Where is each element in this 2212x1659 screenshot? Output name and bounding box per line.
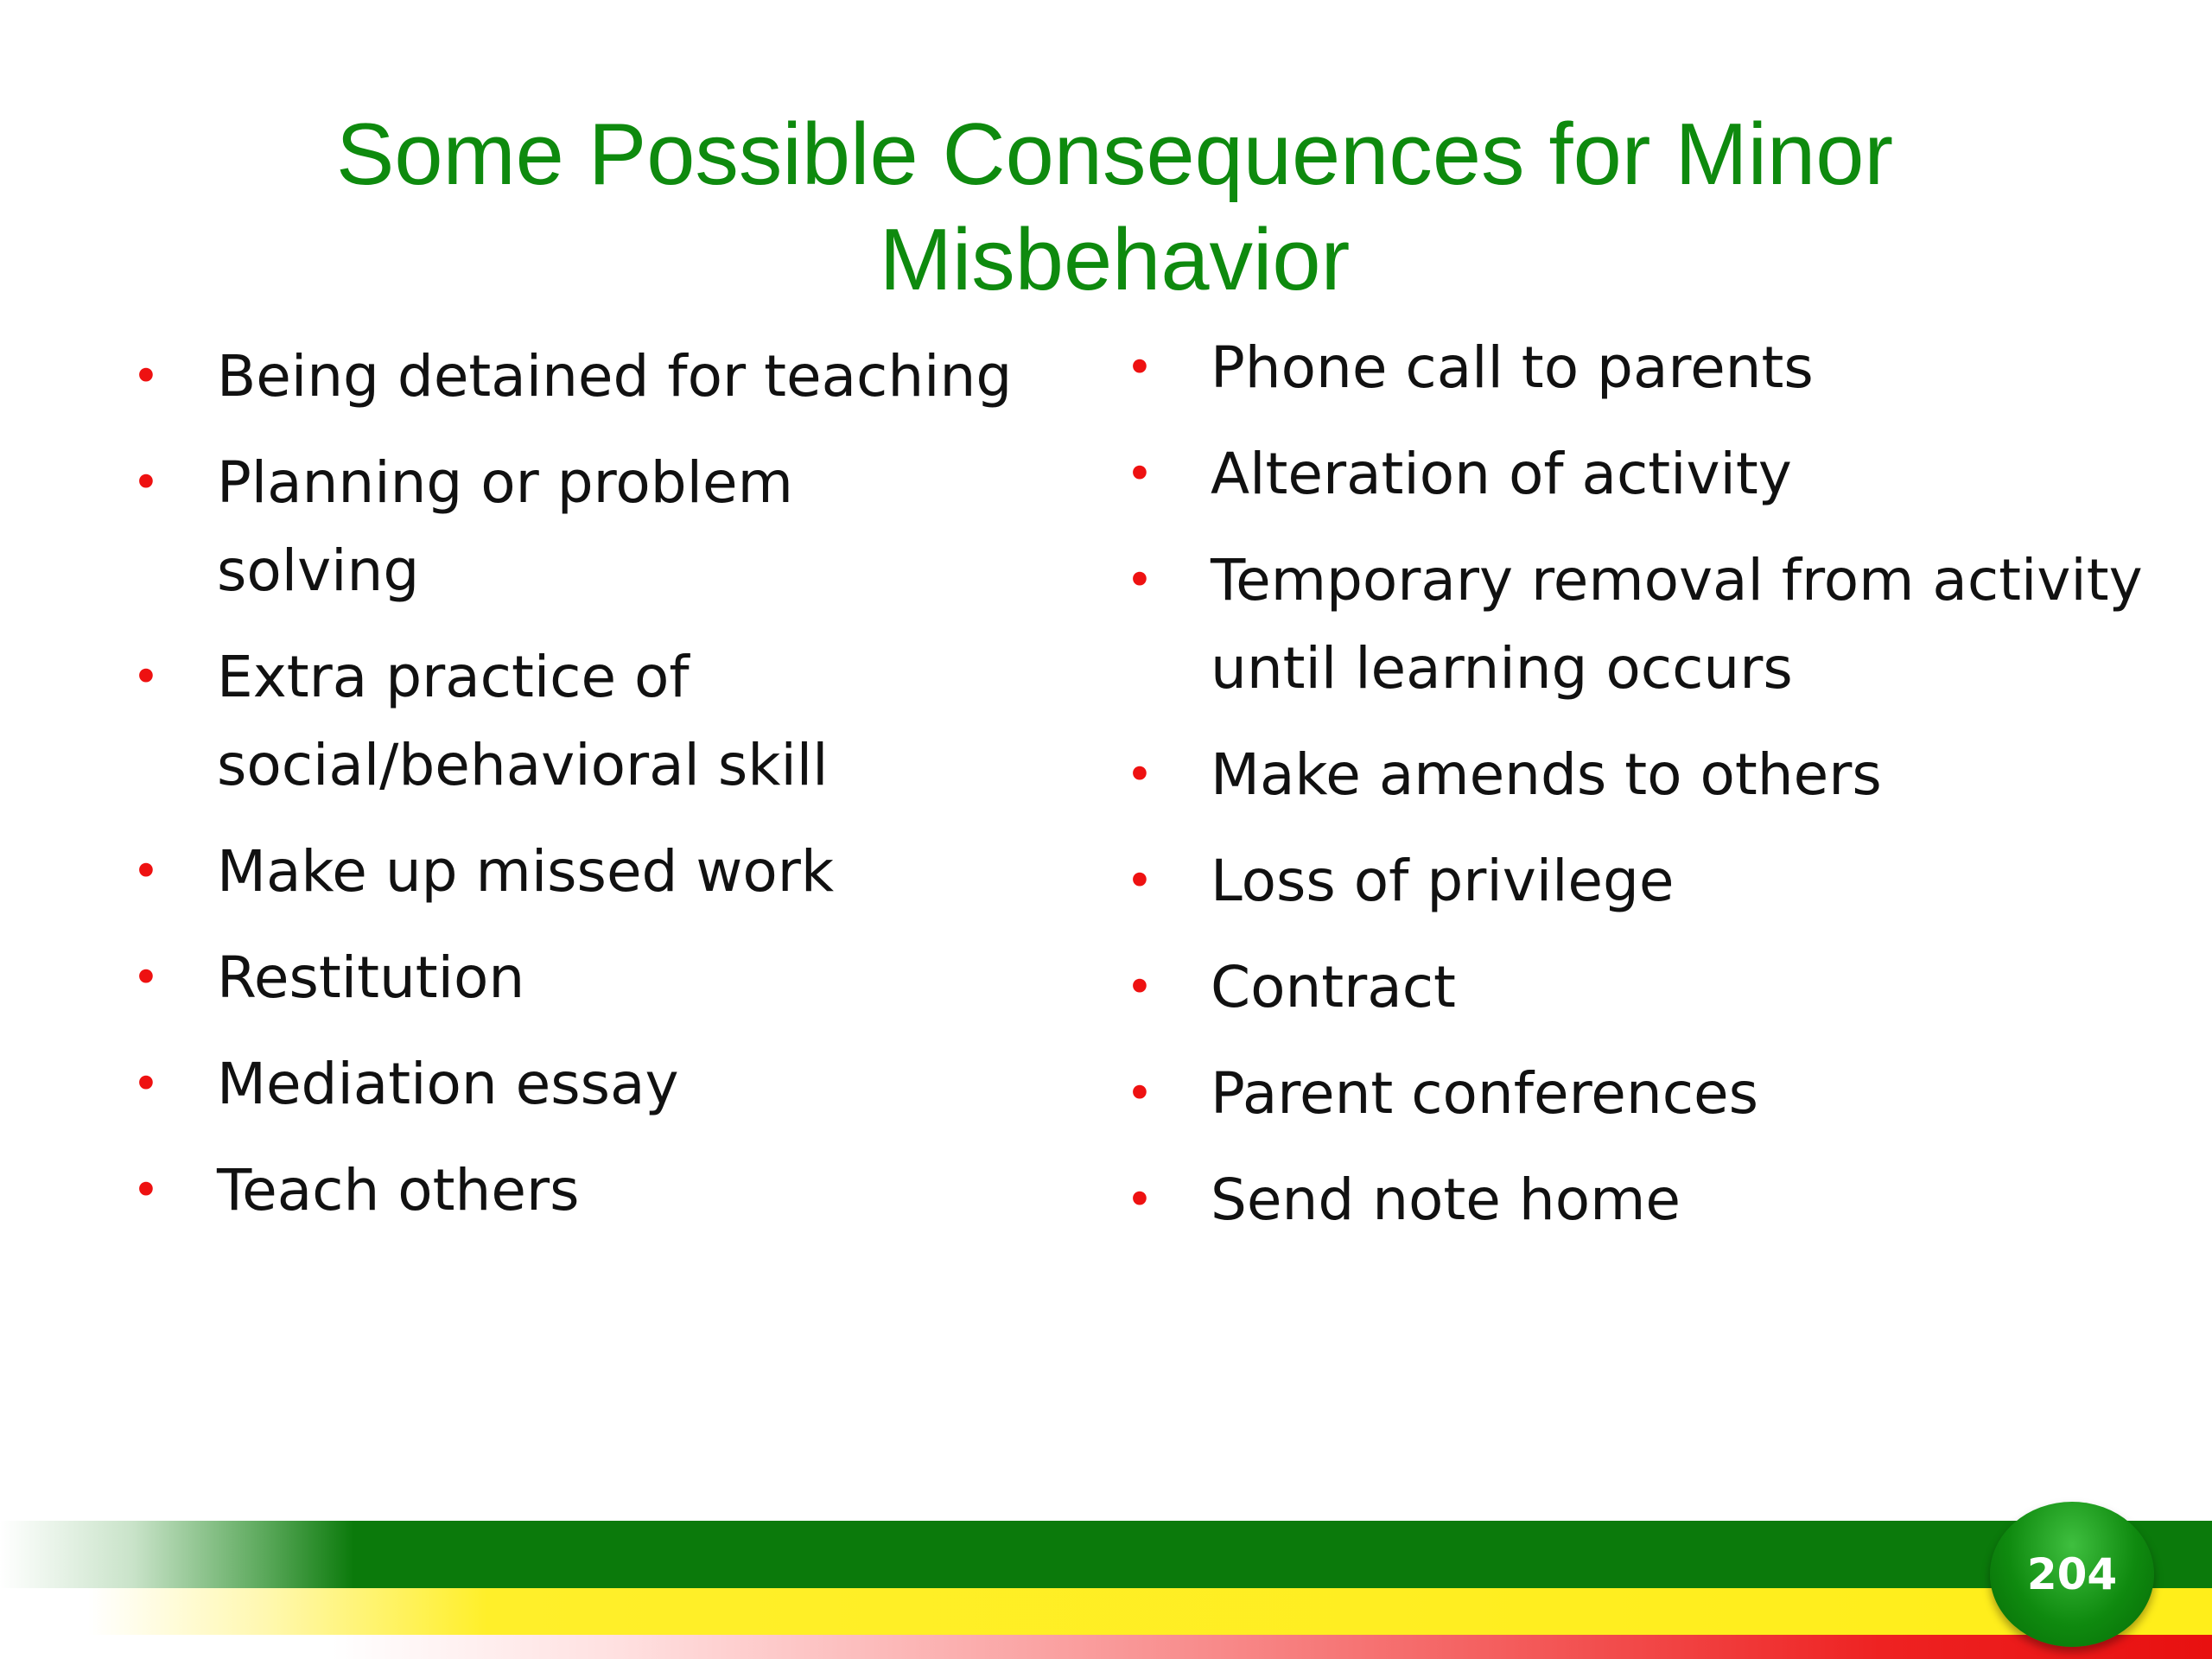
bullet-icon: • (1126, 553, 1154, 607)
list-item (130, 934, 1089, 1022)
page-number-badge (1990, 1502, 2154, 1647)
bullet-icon: • (132, 950, 160, 1005)
list-item-text: Contract (1211, 954, 1456, 1020)
bullet-icon: • (132, 455, 160, 510)
list-item-text: Temporary removal from activity until learning occurs (1211, 547, 2143, 702)
bullet-icon: • (132, 349, 160, 404)
list-item-text: Send note home (1211, 1166, 1681, 1233)
list-item-text: Planning or problem solving (217, 449, 793, 604)
bullet-icon: • (1126, 854, 1154, 908)
slide-title-line-1: Some Possible Consequences for Minor (335, 106, 1894, 203)
slide-title (156, 102, 2074, 313)
list-item-text: Mediation essay (217, 1051, 679, 1117)
list-item (1123, 731, 2160, 819)
list-item-text: Alteration of activity (1211, 441, 1792, 507)
bullet-icon: • (1126, 447, 1154, 501)
left-bullet-list (130, 333, 1089, 1253)
bullet-icon: • (132, 844, 160, 899)
list-item-text: Make up missed work (217, 838, 835, 905)
bullet-icon: • (132, 1163, 160, 1217)
bullet-icon: • (1126, 1173, 1154, 1227)
list-item-text: Teach others (217, 1157, 580, 1224)
footer-yellow-band (0, 1588, 2212, 1635)
list-item-text: Restitution (217, 944, 525, 1011)
list-item (1123, 324, 2160, 412)
footer-red-band (0, 1635, 2212, 1659)
list-item (1123, 1156, 2160, 1244)
bullet-icon: • (1126, 747, 1154, 802)
slide-title-line-2: Misbehavior (879, 212, 1351, 308)
list-item (130, 1040, 1089, 1128)
bullet-icon: • (1126, 1066, 1154, 1121)
list-item-text: Extra practice of social/behavioral skill (217, 644, 829, 798)
footer-green-band (0, 1521, 2212, 1588)
list-item (130, 828, 1089, 916)
list-item (130, 1147, 1089, 1235)
list-item (1123, 537, 2178, 713)
list-item-text: Make amends to others (1211, 741, 1882, 808)
bullet-icon: • (1126, 340, 1154, 395)
bullet-icon: • (132, 1057, 160, 1111)
list-item-text: Parent conferences (1211, 1060, 1758, 1127)
bullet-icon: • (132, 650, 160, 704)
page-number: 204 (2026, 1549, 2118, 1599)
list-item (1123, 430, 2160, 518)
list-item (130, 439, 822, 615)
list-item (1123, 1050, 2160, 1138)
bullet-icon: • (1126, 960, 1154, 1014)
right-bullet-list (1123, 324, 2160, 1262)
list-item (130, 333, 1089, 421)
list-item (1123, 837, 2160, 925)
list-item (1123, 944, 2160, 1032)
list-item-text: Phone call to parents (1211, 334, 1814, 401)
list-item (130, 633, 874, 810)
list-item-text: Loss of privilege (1211, 848, 1675, 914)
list-item-text: Being detained for teaching (217, 343, 1013, 410)
